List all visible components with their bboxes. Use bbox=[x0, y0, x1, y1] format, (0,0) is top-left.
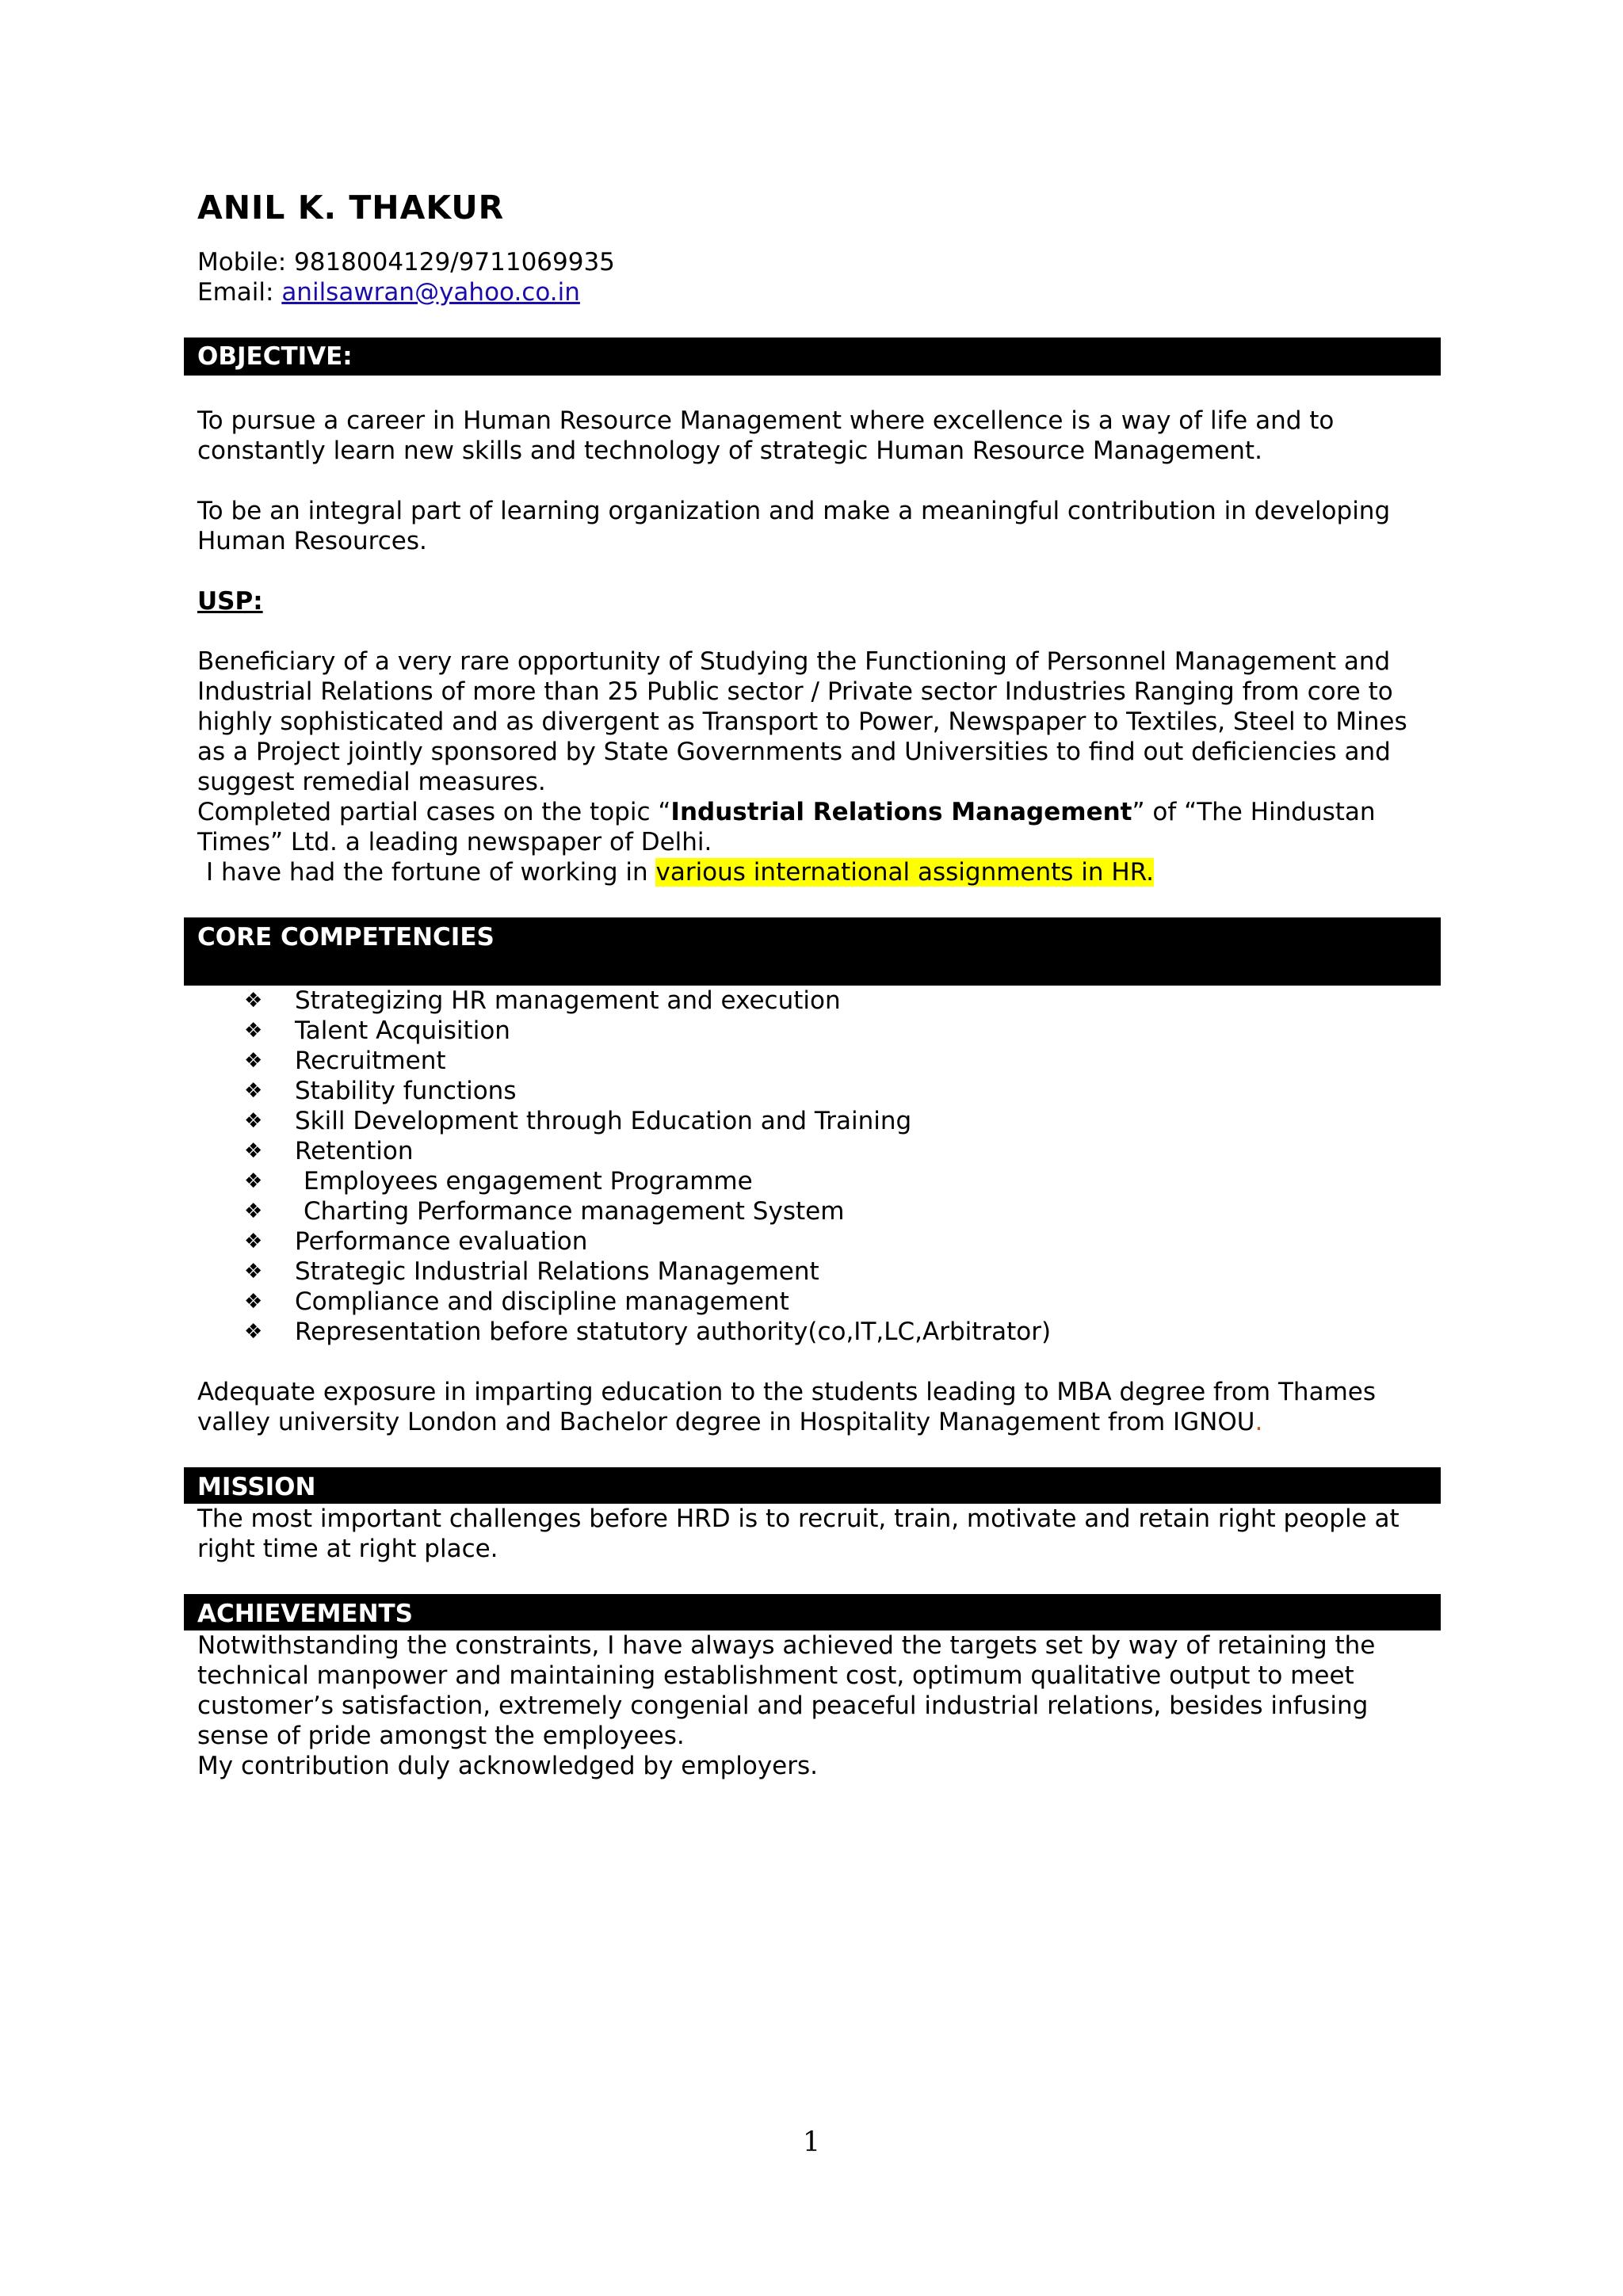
objective-heading: OBJECTIVE: bbox=[197, 342, 353, 371]
list-item bbox=[184, 986, 1441, 1016]
email-label: Email: bbox=[197, 278, 274, 307]
usp-fortune-highlight: various international assignments in HR. bbox=[655, 858, 1155, 887]
mission-heading: MISSION bbox=[197, 1473, 316, 1501]
core-competencies-heading: CORE COMPETENCIES bbox=[197, 923, 495, 952]
usp-paragraph: Beneficiary of a very rare opportunity of Studying the Functioning of Personnel Management and Industrial Relations of more than 25 Public sector / Private sector Industries Ranging from core to highly sophisticated and as divergent as Transport to Power, Newspaper to Textiles, Steel to Mines as a Project jointly sponsored by State Governments and Universities to find out deficiencies and suggest remedial measures. bbox=[197, 647, 1407, 796]
diamond-bullet-icon: ❖ bbox=[244, 1109, 263, 1133]
list-item-label: Representation before statutory authority(co,IT,LC,Arbitrator) bbox=[295, 1318, 1052, 1346]
list-item bbox=[184, 1016, 1441, 1046]
objective-paragraph-2: To be an integral part of learning organization and make a meaningful contribution in developing Human Resources. bbox=[197, 497, 1391, 555]
list-item bbox=[184, 1257, 1441, 1287]
email-link[interactable]: anilsawran@yahoo.co.in bbox=[281, 278, 580, 307]
list-item-label: Charting Performance management System bbox=[304, 1197, 845, 1226]
mobile-label: Mobile: bbox=[197, 248, 287, 277]
usp-cases-suffix: ” of “The Hindustan Times” Ltd. a leading newspaper of Delhi. bbox=[197, 798, 1376, 856]
diamond-bullet-icon: ❖ bbox=[244, 1169, 263, 1193]
achievements-closing: My contribution duly acknowledged by employers. bbox=[197, 1752, 818, 1780]
list-item-label: Retention bbox=[295, 1137, 414, 1165]
core-competencies-heading-bar bbox=[184, 917, 1441, 986]
exposure-period: . bbox=[1254, 1408, 1263, 1436]
diamond-bullet-icon: ❖ bbox=[244, 1320, 263, 1344]
exposure-text: Adequate exposure in imparting education to the students leading to MBA degree from Thames valley university London and Bachelor degree in Hospitality Management from IGNOU bbox=[197, 1378, 1376, 1436]
usp-cases-prefix: Completed partial cases on the topic “ bbox=[197, 798, 671, 826]
list-item bbox=[184, 1317, 1441, 1347]
list-item bbox=[184, 1287, 1441, 1317]
diamond-bullet-icon: ❖ bbox=[244, 1290, 263, 1314]
objective-paragraph-1: To pursue a career in Human Resource Management where excellence is a way of life and to constantly learn new skills and technology of strategic Human Resource Management. bbox=[197, 406, 1335, 465]
list-item-label: Recruitment bbox=[295, 1047, 446, 1075]
resume-document bbox=[184, 185, 1441, 1781]
diamond-bullet-icon: ❖ bbox=[244, 1260, 263, 1283]
mobile-value: 9818004129/9711069935 bbox=[294, 248, 615, 277]
list-item-label: Strategic Industrial Relations Management bbox=[295, 1257, 819, 1286]
diamond-bullet-icon: ❖ bbox=[244, 1019, 263, 1043]
mission-heading-bar bbox=[184, 1467, 1441, 1504]
diamond-bullet-icon: ❖ bbox=[244, 1230, 263, 1253]
list-item-label: Talent Acquisition bbox=[295, 1016, 510, 1045]
list-item bbox=[184, 1196, 1441, 1226]
achievements-heading-bar bbox=[184, 1594, 1441, 1630]
list-item-label: Compliance and discipline management bbox=[295, 1287, 789, 1316]
list-item bbox=[184, 1136, 1441, 1166]
usp-heading: USP: bbox=[197, 587, 263, 616]
usp-fortune-prefix: I have had the fortune of working in bbox=[206, 858, 656, 887]
list-item bbox=[184, 1166, 1441, 1196]
list-item-label: Stability functions bbox=[295, 1077, 517, 1105]
list-item bbox=[184, 1106, 1441, 1136]
list-item bbox=[184, 1076, 1441, 1106]
exposure-paragraph bbox=[197, 1377, 1441, 1437]
diamond-bullet-icon: ❖ bbox=[244, 1199, 263, 1223]
list-item-label: Skill Development through Education and Training bbox=[295, 1107, 912, 1135]
list-item-label: Performance evaluation bbox=[295, 1227, 588, 1256]
usp-cases-bold: Industrial Relations Management bbox=[670, 798, 1132, 826]
diamond-bullet-icon: ❖ bbox=[244, 1049, 263, 1073]
usp-cases-line bbox=[197, 797, 1441, 857]
list-item bbox=[184, 1046, 1441, 1076]
objective-heading-bar bbox=[184, 338, 1441, 376]
page-number: 1 bbox=[802, 2126, 821, 2158]
list-item bbox=[184, 1226, 1441, 1257]
core-competencies-list bbox=[184, 986, 1441, 1347]
achievements-text: Notwithstanding the constraints, I have always achieved the targets set by way of retaining the technical manpower and maintaining establishment cost, optimum qualitative output to meet customer’s satisfaction, extremely congenial and peaceful industrial relations, besides infusing sense of pride amongst the employees. bbox=[197, 1631, 1376, 1750]
diamond-bullet-icon: ❖ bbox=[244, 1079, 263, 1103]
mobile-line bbox=[197, 247, 1441, 277]
diamond-bullet-icon: ❖ bbox=[244, 989, 263, 1013]
candidate-name: ANIL K. THAKUR bbox=[197, 189, 505, 227]
mission-text: The most important challenges before HRD is to recruit, train, motivate and retain right people at right time at right place. bbox=[197, 1505, 1400, 1563]
achievements-heading: ACHIEVEMENTS bbox=[197, 1600, 414, 1628]
email-line bbox=[197, 277, 1441, 307]
list-item-label: Strategizing HR management and execution bbox=[295, 986, 841, 1015]
usp-fortune-line bbox=[197, 857, 1449, 887]
list-item-label: Employees engagement Programme bbox=[304, 1167, 753, 1196]
diamond-bullet-icon: ❖ bbox=[244, 1139, 263, 1163]
